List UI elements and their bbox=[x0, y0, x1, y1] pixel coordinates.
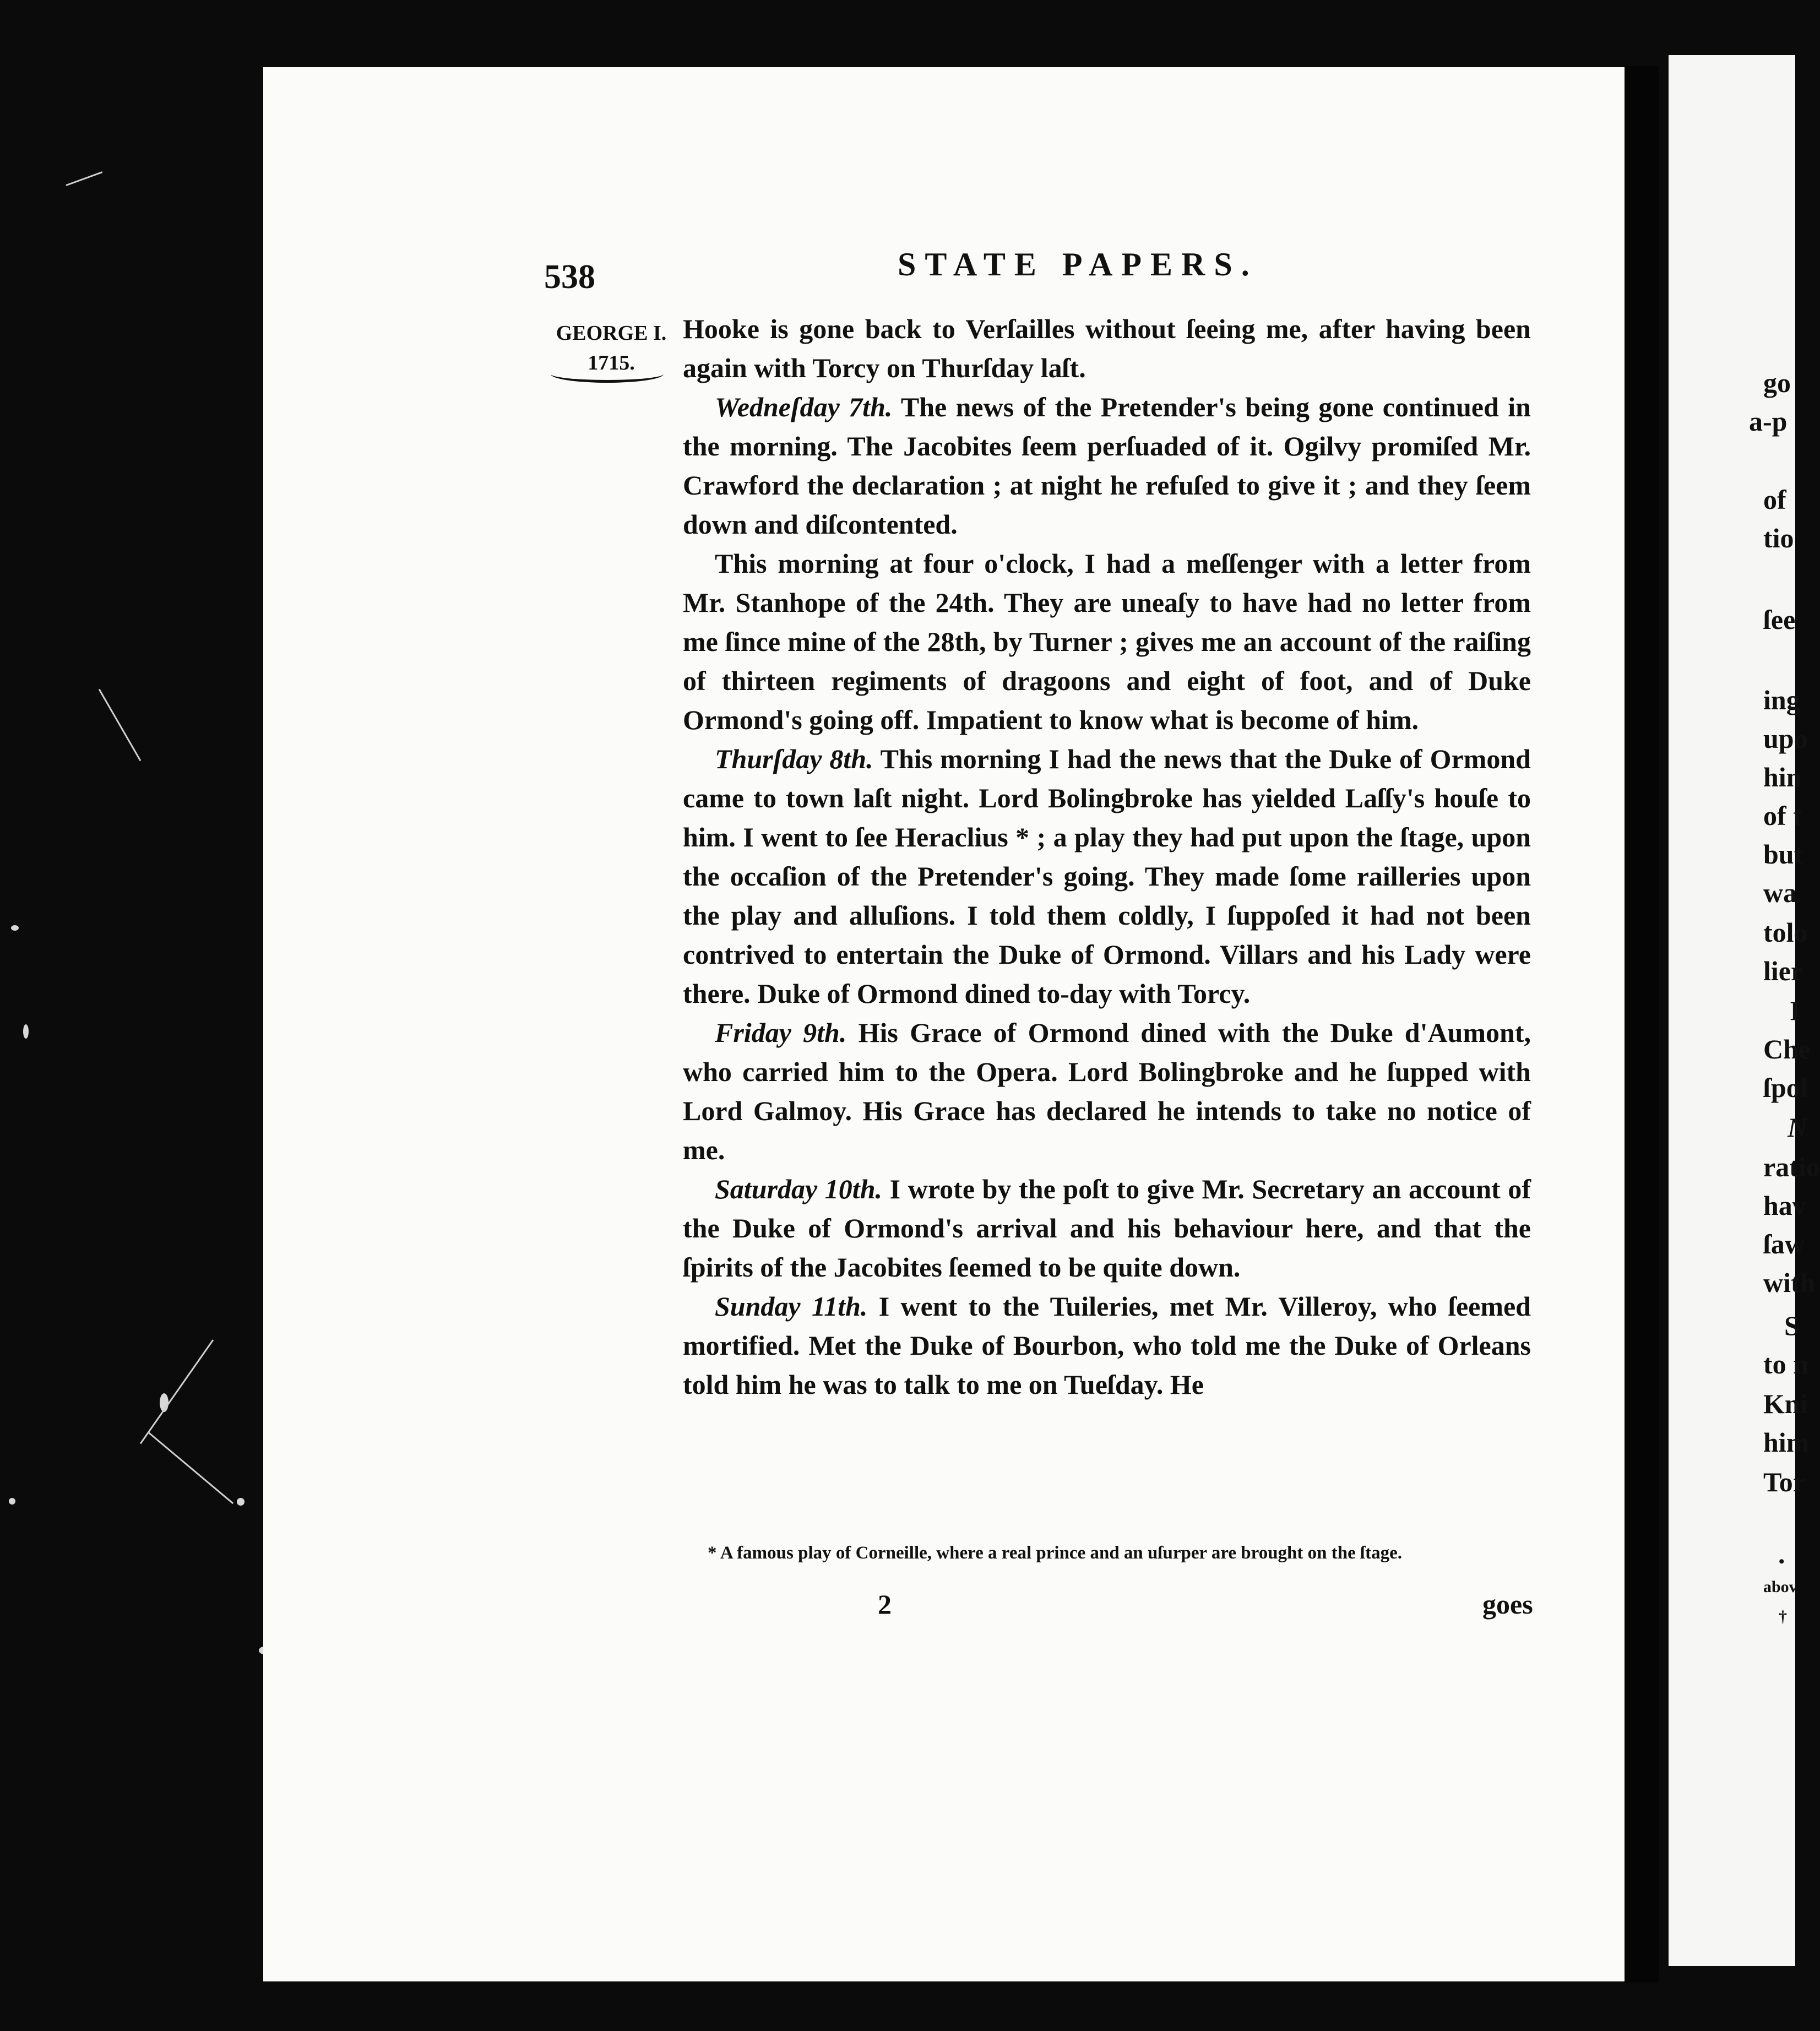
next-page-fragment: with bbox=[1763, 1267, 1816, 1298]
next-page-fragment: him bbox=[1763, 1427, 1810, 1458]
next-page-fragment: S bbox=[1784, 1310, 1800, 1341]
paragraph: Saturday 10th. I wrote by the poſt to give Mr. Secretary an account of the Duke of Ormond's arrival and his behaviour here, and that the ſpirits of the Jacobites ſeemed to be quite down. bbox=[683, 1174, 1531, 1283]
next-page-fragment: † bbox=[1779, 1608, 1787, 1626]
paragraph: Friday 9th. His Grace of Ormond dined with the Duke d'Aumont, who carried him to the Opera. Lord Bolingbroke and he ſupped with Lord Galmoy. His Grace has declared he intends to take no notice of me. bbox=[683, 1017, 1531, 1165]
body-text bbox=[683, 309, 1531, 1404]
next-page-fragment: but bbox=[1763, 839, 1803, 870]
next-page-fragment: of t bbox=[1763, 800, 1802, 831]
signature-mark: 2 bbox=[878, 1589, 892, 1620]
scan-scratch bbox=[99, 689, 142, 761]
next-page-fragment: lier bbox=[1763, 955, 1803, 986]
next-page-fragment: wa bbox=[1763, 877, 1797, 908]
catchword: goes bbox=[1482, 1589, 1533, 1620]
footnote: * A famous play of Corneille, where a real prince and an uſurper are brought on the ſtage. bbox=[708, 1543, 1403, 1563]
next-page-fragment: • bbox=[1779, 1552, 1785, 1571]
margin-note-reign: GEORGE I. bbox=[556, 322, 667, 345]
paragraph: Hooke is gone back to Verſailles without ſeeing me, after having been again with Torcy on Thurſday laſt. bbox=[683, 313, 1531, 383]
scan-speck bbox=[11, 925, 19, 931]
next-page-fragment: I bbox=[1790, 995, 1801, 1026]
entry-date: Thurſday 8th. bbox=[715, 743, 873, 774]
next-page-fragment: to n bbox=[1763, 1349, 1808, 1380]
scan-speck bbox=[9, 1498, 15, 1505]
scan-speck bbox=[23, 1024, 29, 1039]
margin-note-year: 1715. bbox=[588, 351, 635, 374]
entry-date: Sunday 11th. bbox=[715, 1291, 868, 1322]
next-page-fragment: hav bbox=[1763, 1190, 1806, 1221]
next-page-fragment: Tor bbox=[1763, 1467, 1805, 1497]
next-page-fragment: ing bbox=[1763, 685, 1800, 715]
entry-date: Friday 9th. bbox=[715, 1017, 847, 1048]
next-page-fragment: go bbox=[1763, 367, 1791, 398]
next-page-fragment: a-p bbox=[1749, 406, 1788, 437]
page-number: 538 bbox=[544, 258, 595, 296]
next-page-fragment: ſee bbox=[1763, 604, 1796, 635]
scan-speck bbox=[237, 1498, 245, 1506]
next-page-fragment: upo bbox=[1763, 723, 1808, 754]
next-page-fragment: ſpol bbox=[1763, 1072, 1808, 1103]
running-head: STATE PAPERS. bbox=[898, 246, 1258, 283]
next-page-fragment: Kni bbox=[1763, 1388, 1808, 1419]
entry-date: Saturday 10th. bbox=[715, 1174, 883, 1204]
next-page-fragment: ratio bbox=[1763, 1152, 1820, 1182]
next-page-fragment: tio bbox=[1763, 523, 1794, 553]
next-page-fragment: N bbox=[1788, 1112, 1808, 1143]
next-page-fragment: of bbox=[1763, 484, 1786, 515]
next-page-fragment: abov bbox=[1763, 1578, 1797, 1596]
page-gutter-shadow bbox=[1625, 66, 1659, 1983]
entry-date: Wedneſday 7th. bbox=[715, 392, 893, 422]
paragraph: Sunday 11th. I went to the Tuileries, met Mr. Villeroy, who ſeemed mortified. Met the Duke of Bourbon, who told me the Duke of Orleans told him he was to talk to me on Tueſday. He bbox=[683, 1291, 1531, 1400]
paragraph: Thurſday 8th. This morning I had the news that the Duke of Ormond came to town laſt night. Lord Bolingbroke has yielded Laſſy's houſe to him. I went to ſee Heraclius * ; a play they had put upon the ſtage, upon the occaſion of the Pretender's going. They made ſome railleries upon the play and alluſions. I told them coldly, I ſuppoſed it had not been contrived to entertain the Duke of Ormond. Villars and his Lady were there. Duke of Ormond dined to-day with Torcy. bbox=[683, 743, 1531, 1009]
margin-note bbox=[545, 318, 677, 378]
next-page-fragment: hin bbox=[1763, 762, 1802, 792]
scan-scratch bbox=[140, 1339, 214, 1444]
next-page-fragment: Che bbox=[1763, 1034, 1811, 1065]
paragraph: Wedneſday 7th. The news of the Pretender's being gone continued in the morning. The Jacobites ſeem perſuaded of it. Ogilvy promiſed Mr. Crawford the declaration ; at night he refuſed to give it ; and they ſeem down and diſcontented. bbox=[683, 392, 1531, 540]
paragraph: This morning at four o'clock, I had a meſſenger with a letter from Mr. Stanhope of the 24th. They are uneaſy to have had no letter from me ſince mine of the 28th, by Turner ; gives me an account of the raiſing of thirteen regiments of dragoons and eight of foot, and of Duke Ormond's going off. Impatient to know what is become of him. bbox=[683, 548, 1531, 735]
scan-scratch bbox=[148, 1432, 233, 1504]
next-page-fragment: ſaw bbox=[1763, 1229, 1805, 1259]
next-page-edge bbox=[1669, 55, 1820, 1966]
next-page-fragment: tolo bbox=[1763, 917, 1808, 948]
scan-scratch bbox=[66, 171, 102, 186]
